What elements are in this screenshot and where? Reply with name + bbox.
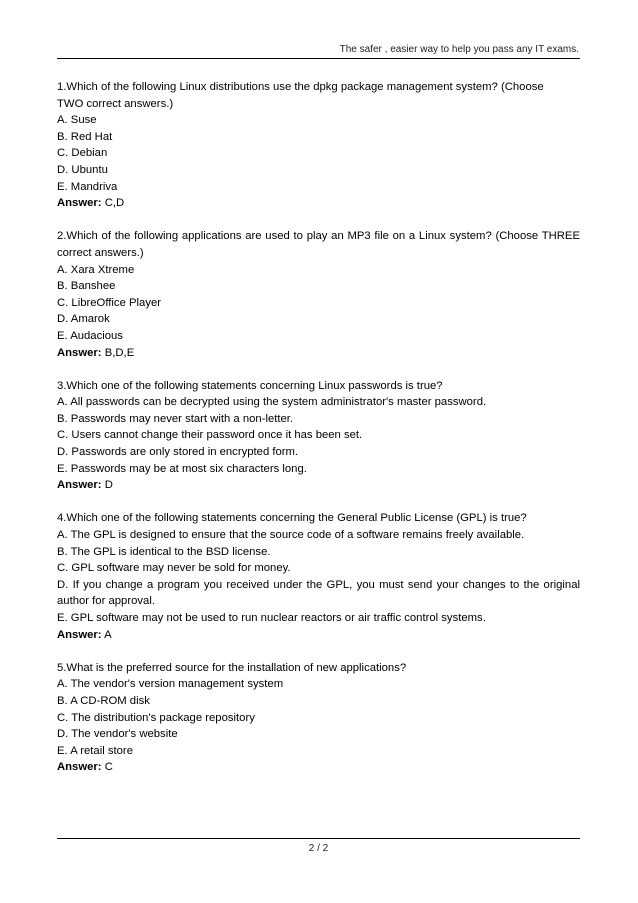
option: C. The distribution's package repository <box>57 711 255 724</box>
question-stem: 2.Which of the following applications are used to play an MP3 file on a Linux system? (Choose THREE correct answers.) <box>57 230 580 259</box>
option: A. Suse <box>57 114 97 127</box>
answer-value: C <box>104 761 113 774</box>
option: D. Amarok <box>57 313 110 326</box>
answer-value: D <box>104 479 113 492</box>
question-4 <box>57 510 580 643</box>
question-1 <box>57 79 580 212</box>
option: E. GPL software may not be used to run nuclear reactors or air traffic control systems. <box>57 612 486 624</box>
answer-label: Answer: <box>57 197 102 210</box>
answer-line <box>57 345 580 362</box>
footer-divider <box>57 838 580 839</box>
answer-line <box>57 477 580 494</box>
option: D. If you change a program you received under the GPL, you must send your changes to the original author for approval. <box>57 578 580 608</box>
answer-label: Answer: <box>57 479 102 492</box>
option: A. The vendor's version management system <box>57 678 284 691</box>
option: B. Passwords may never start with a non-letter. <box>57 412 294 425</box>
question-5 <box>57 660 580 776</box>
answer-label: Answer: <box>57 346 102 359</box>
question-stem: 5.What is the preferred source for the installation of new applications? <box>57 661 407 674</box>
option: D. Passwords are only stored in encrypted form. <box>57 446 299 459</box>
question-3 <box>57 378 580 494</box>
option: B. Red Hat <box>57 130 113 143</box>
header-tagline: The safer , easier way to help you pass any IT exams. <box>339 44 579 55</box>
option: E. A retail store <box>57 744 133 757</box>
option: E. Audacious <box>57 329 123 342</box>
answer-label: Answer: <box>57 628 102 641</box>
answer-value: A <box>104 628 112 641</box>
option: C. Debian <box>57 147 108 160</box>
question-list <box>57 79 580 793</box>
answer-line <box>57 195 580 212</box>
header-divider <box>57 58 580 59</box>
question-stem: 3.Which one of the following statements concerning Linux passwords is true? <box>57 379 443 392</box>
option: A. All passwords can be decrypted using the system administrator's master password. <box>57 396 487 409</box>
question-stem: 1.Which of the following Linux distributions use the dpkg package management system? (Choose TWO correct answers.) <box>57 81 544 110</box>
answer-label: Answer: <box>57 761 102 774</box>
option: A. The GPL is designed to ensure that the source code of a software remains freely available. <box>57 529 525 542</box>
answer-line <box>57 759 580 776</box>
option: D. Ubuntu <box>57 163 108 176</box>
option: C. Users cannot change their password once it has been set. <box>57 429 363 442</box>
option: E. Passwords may be at most six characters long. <box>57 462 307 475</box>
page-number: 2 / 2 <box>308 843 329 854</box>
option: C. GPL software may never be sold for money. <box>57 562 291 575</box>
option: D. The vendor's website <box>57 728 178 741</box>
option: B. Banshee <box>57 280 116 293</box>
option: A. Xara Xtreme <box>57 263 135 276</box>
answer-value: B,D,E <box>104 346 135 359</box>
option: B. The GPL is identical to the BSD license. <box>57 545 271 558</box>
question-stem: 4.Which one of the following statements concerning the General Public License (GPL) is true? <box>57 512 527 525</box>
question-2 <box>57 228 580 361</box>
option: C. LibreOffice Player <box>57 296 162 309</box>
answer-line <box>57 627 580 644</box>
answer-value: C,D <box>104 197 125 210</box>
option: E. Mandriva <box>57 180 118 193</box>
option: B. A CD-ROM disk <box>57 694 150 707</box>
